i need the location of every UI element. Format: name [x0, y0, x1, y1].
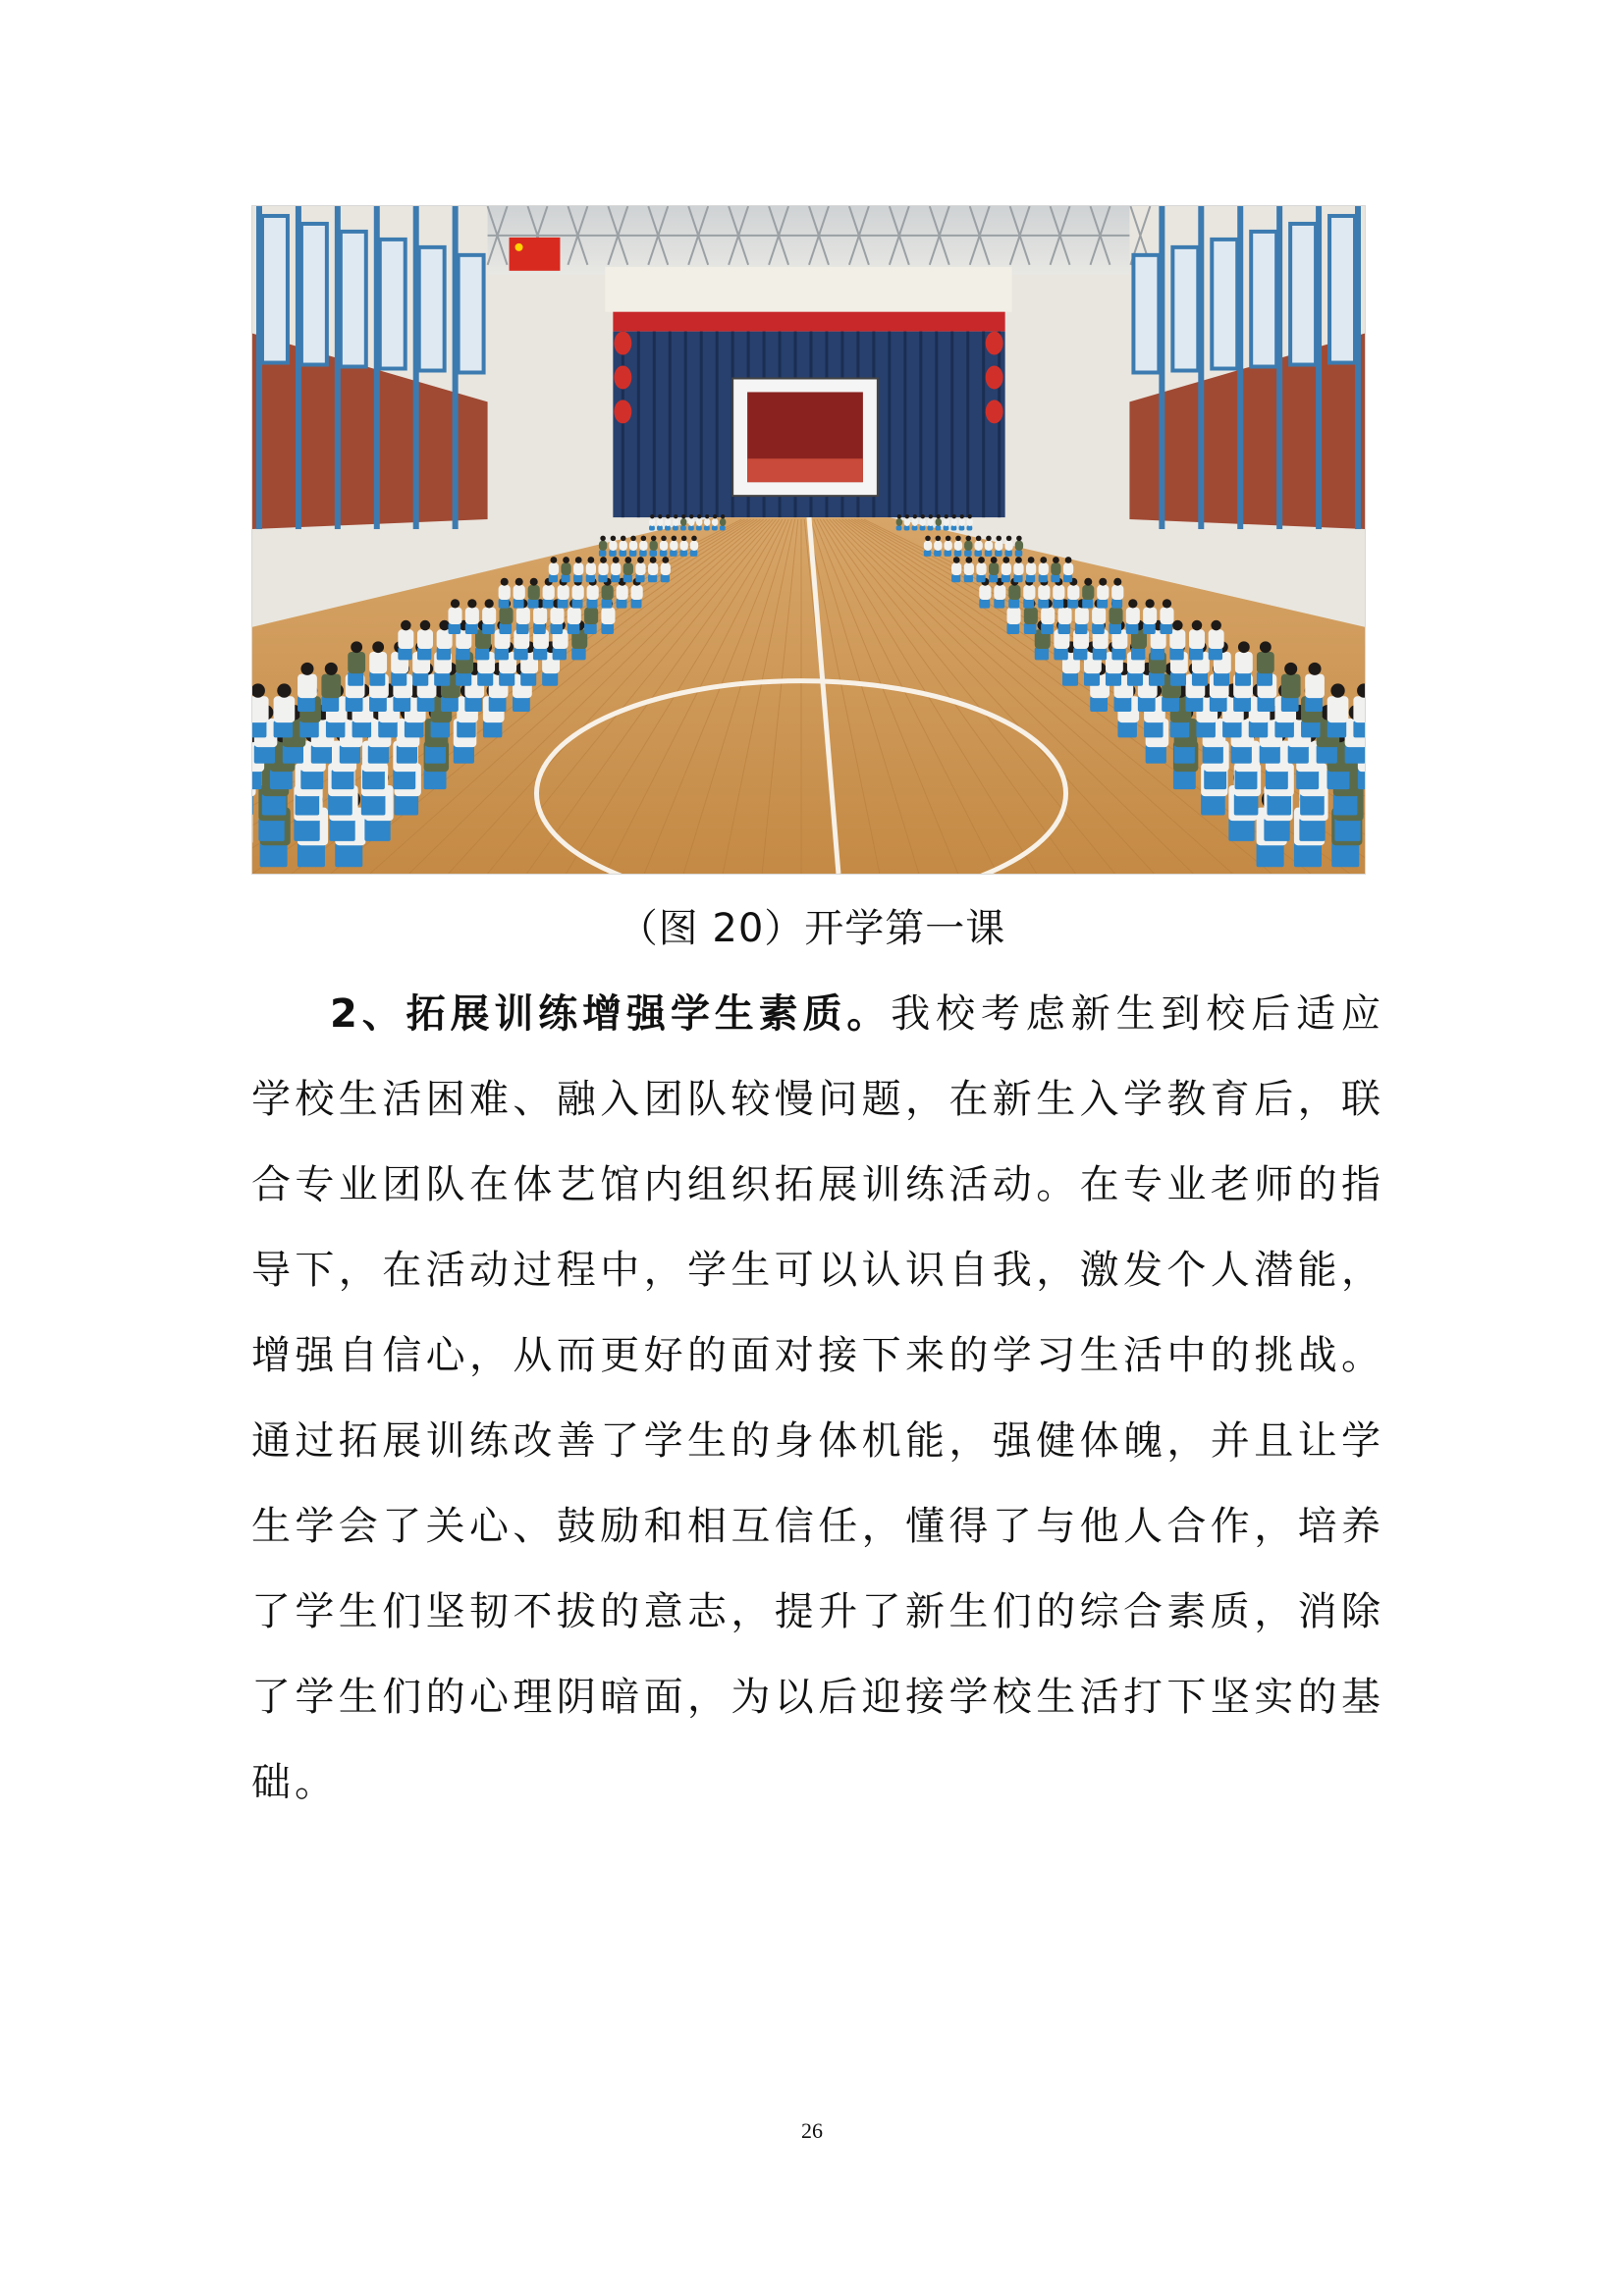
page-number: 26 — [801, 2118, 823, 2143]
figure-photo — [251, 205, 1366, 875]
stage-banner — [613, 312, 1004, 332]
paragraph-body: 我校考虑新生到校后适应学校生活困难、融入团队较慢问题，在新生入学教育后，联合专业团队在体艺馆内组织拓展训练活动。在专业老师的指导下，在活动过程中，学生可以认识自我，激发个人潜能，增强自信心，从而更好的面对接下来的学习生活中的挑战。通过拓展训练改善了学生的身体机能，强健体魄，并且让学生学会了关心、鼓励和相互信任，懂得了与他人合作，培养了学生们坚韧不拔的意志，提升了新生们的综合素质，消除了学生们的心理阴暗面，为以后迎接学校生活打下坚实的基础。 — [251, 991, 1384, 1805]
body-paragraph — [251, 972, 1384, 1826]
flag — [510, 238, 561, 271]
gymnasium-assembly-photo — [252, 206, 1365, 874]
paragraph-heading: 2、拓展训练增强学生素质。 — [330, 991, 892, 1037]
figure-caption: （图 20）开学第一课 — [618, 906, 1006, 951]
stage-top-wall — [605, 267, 1011, 312]
